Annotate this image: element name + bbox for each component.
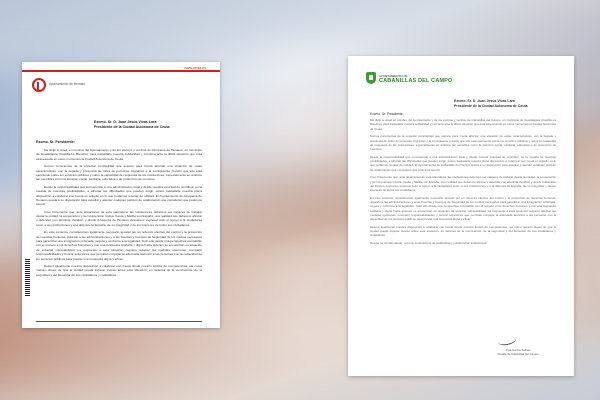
body-paragraph: Somos conscientes de la especial complejidad que supone para Ceuta afrontar una situación de estas características, con la llegada y presencia de miles de personas migrantes y la consiguiente presión que ello está ejerciendo sobre los servicios públicos y sobre la capacidad de respuesta de las instituciones, especialmente en ámbitos tan sensibles como la atención social, sanitaria, educativa o de protección de menores. [36, 164, 202, 182]
letter-azuqueca [22, 62, 220, 328]
signer-title: Alcalde de Cabanillas del Campo [497, 352, 539, 357]
recipient-block [454, 99, 564, 110]
org-line-2: CABANILLAS DEL CAMPO [379, 78, 453, 84]
coat-of-arms-icon [366, 72, 376, 84]
body-paragraph: Reciba un cordial saludo, con mis sentimientos de solidaridad y colaboración institucional. [370, 241, 488, 246]
body-paragraph: Creo firmemente que, ante situaciones de esta naturaleza, las instituciones debemos ser capaces de trabajar desde la unidad, la cooperación y la comprensión mutua. Ceuta y Melilla son España, una realidad que debemos afirmar y defender con absoluta claridad, y desde Cabanillas del Campo queremos expresar todo el apoyo a la ciudadanía ceutí, a sus instituciones y a la defensa de España, de su integridad y de los intereses de todos sus ciudadanos. [370, 175, 556, 193]
body-paragraph: Somos conscientes de la especial complejidad que supone para Ceuta afrontar una situación de estas características, con la llegada y presencia de miles de personas migrantes y la consiguiente presión que ello está ejerciendo sobre los servicios públicos y sobre la capacidad de respuesta de las instituciones, especialmente en ámbitos tan sensibles como la atención social, sanitaria, educativa o de protección de menores. [370, 134, 556, 152]
letter-cabanillas [348, 56, 574, 376]
recipient-name: Excmo. Sr. D. Juan Jesús Vivas Lara [454, 99, 515, 103]
letter-body [370, 118, 556, 249]
website-text: www.ceuta.es [184, 66, 206, 70]
org-line-1: AYUNTAMIENTO DE [379, 74, 408, 78]
recipient-title: Presidente de la Ciudad Autónoma de Ceuta [94, 125, 170, 130]
body-paragraph: Me dirijo a usted en nombre del Ayuntamiento y de los vecinos y vecinas de Cabanillas del Campo, en municipio de Guadalajara (Castilla-La Mancha), para trasladarle nuestra solidaridad y cercanía ante la difícil situación que está atravesando en estos momentos la Ciudad Autónoma de Ceuta. [370, 118, 556, 131]
signer-block [488, 348, 548, 356]
recipient-block [94, 120, 204, 131]
letter-body [36, 148, 202, 280]
body-paragraph: Reitero igualmente nuestra disposición a colaborar con Ceuta desde nuestro ámbito de competencias, así como nuestro deseo de que la ciudad pueda superar cuanto antes esta situación, en defensa de la convivencia, de la seguridad y del bienestar de sus ciudadanos y ciudadanas. [36, 263, 202, 277]
greeting: Excmo. Sr. Presidente: [370, 112, 404, 116]
greeting: Excmo. Sr. Presidente: [36, 140, 75, 144]
recipient-name: Excmo. Sr. D. Juan Jesús Vivas Lara [94, 120, 157, 124]
org-name: Ayuntamiento de Hernani [49, 82, 85, 86]
body-paragraph: Desde la responsabilidad que corresponde a una administración local y desde nuestra voluntad de contribuir, en la medida de nuestras posibilidades, a afrontar las dificultades que pueden surgir, quiero trasladarle nuestra plena disposición a colaborar con Ceuta en aquello en lo que podamos resultar de utilidad. El Ayuntamiento de Cabanillas del Campo queda a su disposición para estudiar y atender cualquier petición de colaboración que consideren que podemos asumir. [370, 154, 556, 172]
body-paragraph: En este contexto, consideramos igualmente necesario apostar por un refuerzo efectivo del control y la protección de nuestras fronteras, dotando a las administraciones y a las Fuerzas y Cuerpos de Seguridad de los medios necesarios para garantizar una inmigración ordenada, segura y conforme a la legalidad. Todo ello desde una perspectiva compatible con el respeto a los derechos humanos y con una respuesta solidaria y digna hacia quienes se encuentran en situación de especial vulnerabilidad. La respuesta a esta situación requiere adoptar las medidas oportunas, compartir responsabilidades y buscar soluciones que permitan conjugar la adecuada atención a las personas con la capacidad de los servicios públicos para prestar una respuesta digna y eficaz. [36, 230, 202, 261]
body-paragraph: Creo firmemente que, ante situaciones de esta naturaleza, las instituciones debemos ser capaces de trabajar desde la unidad, la cooperación y la comprensión mutua. Ceuta y Melilla son España, una realidad que debemos afirmar y defender con absoluta claridad, y desde Azuqueca de Henares deseamos expresar todo el apoyo a la ciudadanía ceutí, a sus instituciones y a la defensa de España, de su integridad y de los intereses de todos sus ciudadanos. [36, 209, 202, 227]
barcode-strip [25, 258, 30, 296]
signer-name: José García Salinas [505, 348, 531, 352]
body-paragraph: En este contexto, consideramos igualmente necesario apostar por un refuerzo efectivo del control y la protección de nuestras fronteras, dotando a las administraciones y a las Fuerzas y Cuerpos de Seguridad de los medios necesarios para garantizar una inmigración ordenada, segura y conforme a la legalidad. Todo ello desde una perspectiva compatible con el respeto a los derechos humanos y con una respuesta solidaria y digna hacia quienes se encuentran en situación de especial vulnerabilidad. La respuesta a esta situación requiere adoptar las medidas oportunas, compartir responsabilidades y buscar soluciones que permitan conjugar la adecuada atención a las personas con la capacidad de los servicios públicos para prestar una respuesta digna y eficaz. [370, 195, 556, 222]
municipal-logo-icon [32, 78, 46, 92]
body-paragraph: Reitero igualmente nuestra disposición a colaborar con Ceuta desde nuestro ámbito de competencias, así como nuestro deseo de que la ciudad pueda superar cuanto antes esta situación, en defensa de la convivencia, de la seguridad y del bienestar de sus ciudadanos y ciudadanas. [370, 224, 556, 238]
footer-rule [36, 321, 202, 322]
handwritten-signature [497, 334, 516, 347]
body-paragraph: Me dirijo a usted, en nombre del Ayuntamiento y de los vecinos y vecinas de Azuqueca de Henares, en municipio de Guadalajara (Castilla-La Mancha), para trasladarle nuestra solidaridad y cercanía ante la difícil situación que está atravesando en estos momentos la Ciudad Autónoma de Ceuta. [36, 148, 202, 161]
body-paragraph: Desde la responsabilidad que corresponde a una administración local y desde nuestra voluntad de contribuir, en la medida de nuestras posibilidades, a afrontar las dificultades que pueden surgir, quiero trasladarle nuestra plena disposición a colaborar con Ceuta en aquello en lo que podamos resultar de utilidad. El Ayuntamiento de Azuqueca de Henares queda a su disposición para estudiar y atender cualquier petición de colaboración que consideren que podemos asumir. [36, 184, 202, 207]
header-rule [22, 70, 220, 72]
recipient-title: Presidente de la Ciudad Autónoma de Ceuta [454, 104, 528, 109]
